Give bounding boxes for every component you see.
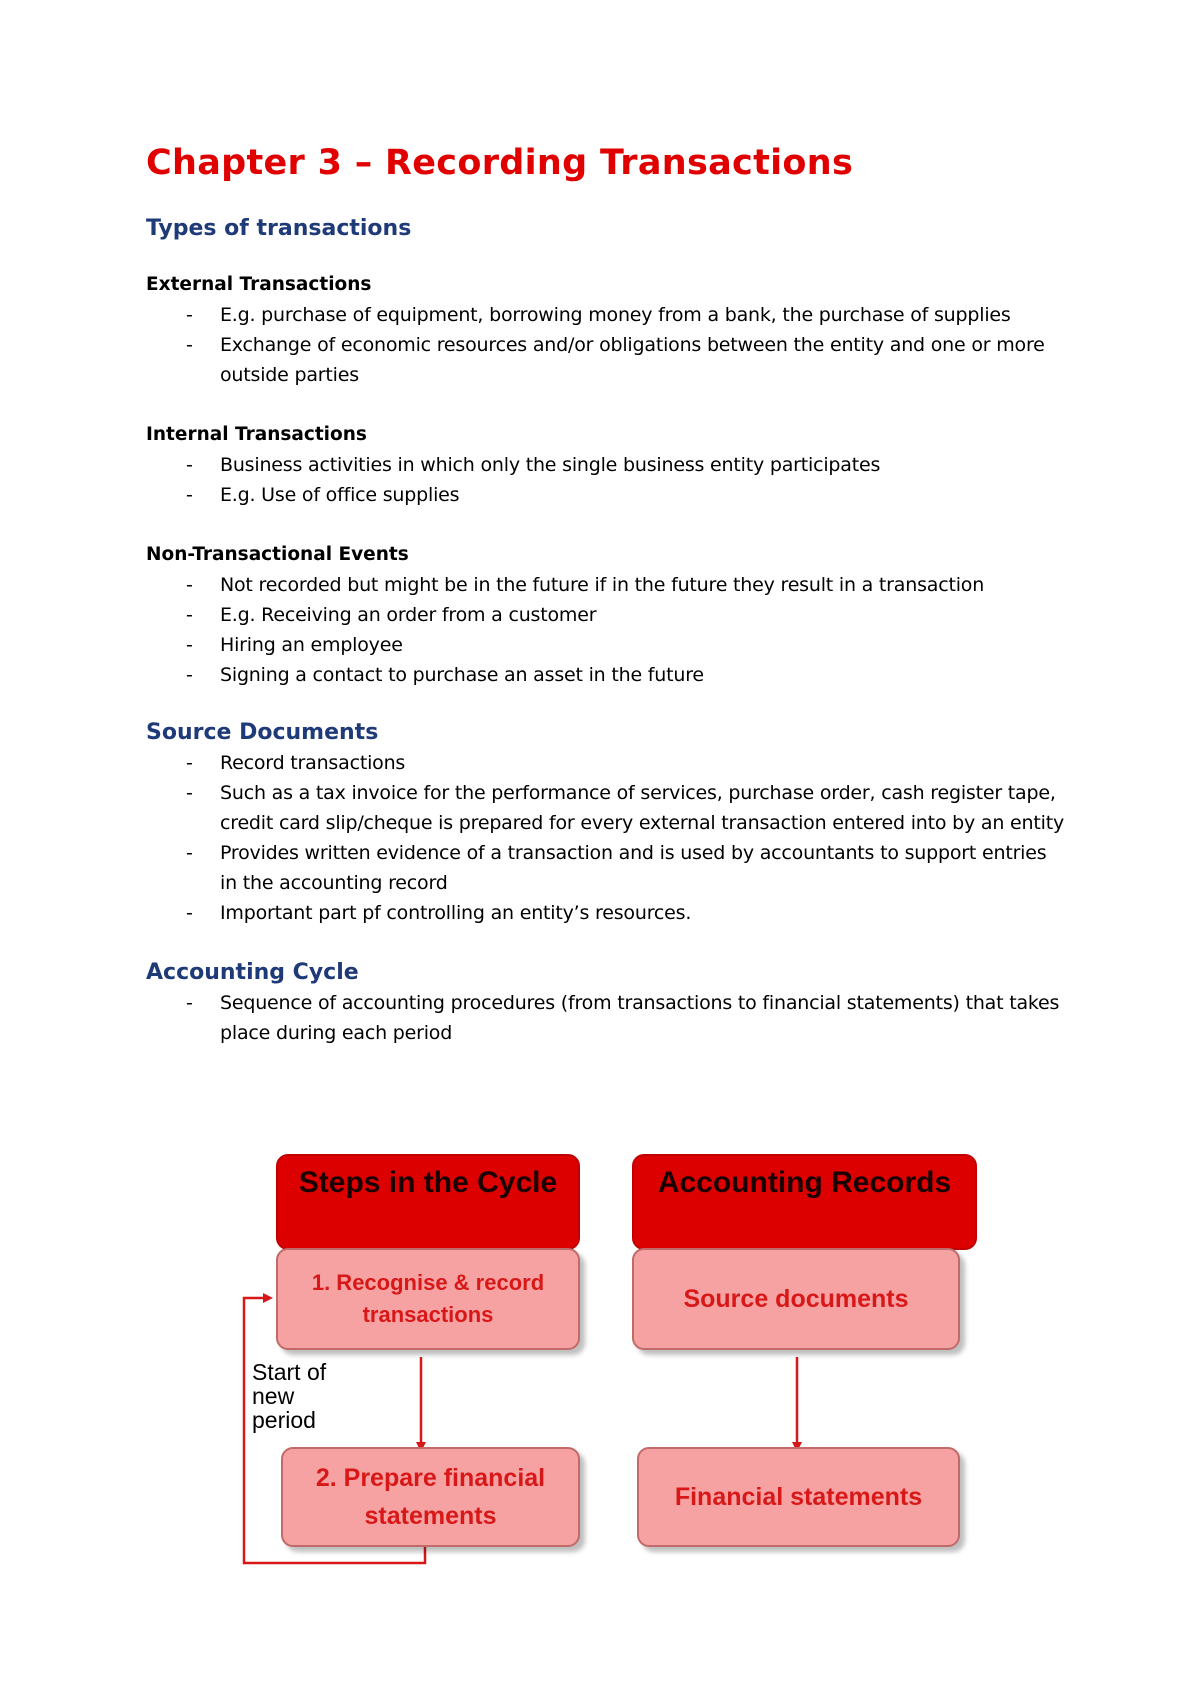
accounting-cycle-heading: Accounting Cycle	[146, 960, 359, 985]
list-item: - Not recorded but might be in the future if in the future they result in a transaction	[146, 570, 1066, 600]
list-item: - Important part pf controlling an entity’s resources.	[146, 898, 1066, 928]
steps-header-box	[276, 1154, 580, 1250]
records-header-label: Accounting Records	[657, 1166, 952, 1199]
non-transactional-list	[146, 570, 1066, 690]
external-heading: External Transactions	[146, 274, 372, 295]
financial-statements-box	[637, 1447, 960, 1547]
list-item: - Record transactions	[146, 748, 1066, 778]
document-body	[146, 140, 1066, 1048]
step2-box	[281, 1447, 580, 1547]
source-documents-heading: Source Documents	[146, 720, 379, 745]
records-header-box	[632, 1154, 977, 1250]
list-item: - Such as a tax invoice for the performance of services, purchase order, cash register tape, credit card slip/cheque is prepared for every external transaction entered into by an entity	[146, 778, 1066, 838]
list-item: - E.g. Use of office supplies	[146, 480, 1066, 510]
external-list	[146, 300, 1066, 390]
step2-label: 2. Prepare financial statements	[315, 1464, 546, 1530]
list-item: - Exchange of economic resources and/or obligations between the entity and one or more outside parties	[146, 330, 1066, 390]
accounting-cycle-list	[146, 988, 1066, 1048]
list-item: - Sequence of accounting procedures (from transactions to financial statements) that takes place during each period	[146, 988, 1066, 1048]
types-heading: Types of transactions	[146, 216, 412, 241]
loop-label: Start of new period	[252, 1359, 327, 1433]
list-item: - Business activities in which only the single business entity participates	[146, 450, 1066, 480]
step1-label: 1. Recognise & record transactions	[311, 1270, 545, 1327]
source-documents-box	[632, 1248, 960, 1350]
internal-list	[146, 450, 1066, 510]
internal-heading: Internal Transactions	[146, 424, 367, 445]
step1-box	[276, 1248, 580, 1350]
financial-statements-label: Financial statements	[674, 1482, 923, 1511]
list-item: - E.g. Receiving an order from a customer	[146, 600, 1066, 630]
source-documents-label: Source documents	[683, 1284, 909, 1313]
non-transactional-heading: Non-Transactional Events	[146, 544, 409, 565]
list-item: - E.g. purchase of equipment, borrowing money from a bank, the purchase of supplies	[146, 300, 1066, 330]
list-item: - Signing a contact to purchase an asset in the future	[146, 660, 1066, 690]
list-item: - Provides written evidence of a transaction and is used by accountants to support entries in the accounting record	[146, 838, 1066, 898]
steps-header-label: Steps in the Cycle	[298, 1166, 558, 1199]
chapter-title: Chapter 3 – Recording Transactions	[146, 143, 854, 183]
source-documents-list	[146, 748, 1066, 928]
list-item: - Hiring an employee	[146, 630, 1066, 660]
